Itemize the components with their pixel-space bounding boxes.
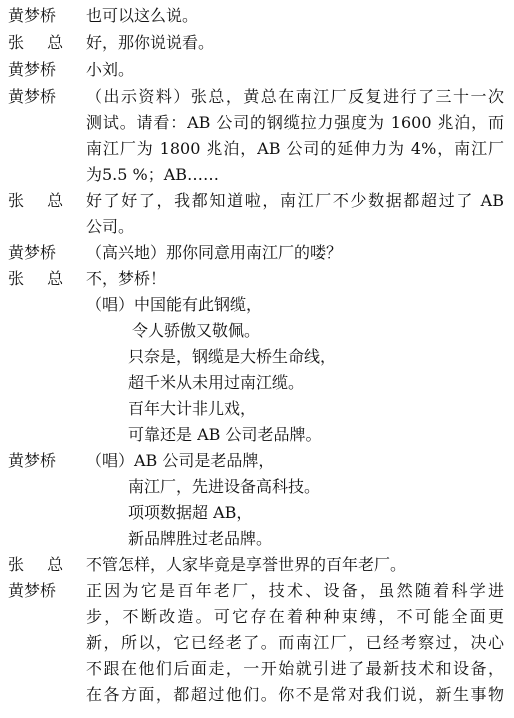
- dialogue-line: 公司。: [86, 217, 135, 236]
- dialogue-line: 为5.5 %；AB……: [86, 165, 220, 184]
- dialogue-line: 小刘。: [86, 60, 135, 79]
- dialogue-line: （高兴地）那你同意用南江厂的喽？: [86, 243, 343, 262]
- speaker-name: 黄梦桥: [8, 6, 57, 25]
- dialogue-line: （唱）AB 公司是老品牌，: [86, 451, 275, 470]
- speaker-name: 张 总: [8, 555, 73, 574]
- dialogue-line: 南江厂，先进设备高科技。: [128, 477, 321, 496]
- dialogue-line: 南江厂为 1800 兆泊，AB 公司的延伸力为 4%，南江厂: [86, 139, 504, 158]
- dialogue-line: 新品牌胜过老品牌。: [128, 529, 273, 548]
- speaker-name: 黄梦桥: [8, 451, 57, 470]
- dialogue-line: 不管怎样，人家毕竟是享誉世界的百年老厂。: [86, 555, 407, 574]
- speaker-name: 黄梦桥: [8, 243, 57, 262]
- dialogue-line: 好了好了，我都知道啦，南江厂不少数据都超过了 AB: [86, 191, 504, 210]
- dialogue-line: （出示资料）张总，黄总在南江厂反复进行了三十一次: [86, 87, 504, 106]
- dialogue-line: 测试。请看：AB 公司的钢缆拉力强度为 1600 兆泊，而: [86, 113, 504, 132]
- speaker-name: 张 总: [8, 269, 73, 288]
- dialogue-line: 步，不断改造。可它存在着种种束缚，不可能全面更: [86, 607, 504, 626]
- speaker-name: 张 总: [8, 33, 73, 52]
- speaker-name: 黄梦桥: [8, 87, 57, 106]
- dialogue-line: 好，那你说说看。: [86, 33, 215, 52]
- dialogue-line: 不跟在他们后面走，一开始就引进了最新技术和设备，: [86, 659, 504, 678]
- dialogue-line: 在各方面，都超过他们。你不是常对我们说，新生事物: [86, 685, 504, 704]
- dialogue-line: 令人骄傲又敬佩。: [132, 321, 261, 340]
- dialogue-line: 正因为它是百年老厂，技术、设备，虽然随着科学进: [86, 581, 504, 600]
- dialogue-line: 百年大计非儿戏，: [128, 399, 257, 418]
- dialogue-line: 新，所以，它已经老了。而南江厂，已经考察过，决心: [86, 633, 504, 652]
- dialogue-line: 超千米从未用过南江缆。: [128, 373, 305, 392]
- dialogue-line: 只奈是，钢缆是大桥生命线，: [128, 347, 337, 366]
- speaker-name: 黄梦桥: [8, 60, 57, 79]
- dialogue-line: （唱）中国能有此钢缆，: [86, 295, 263, 314]
- dialogue-line: 可靠还是 AB 公司老品牌。: [128, 425, 322, 444]
- speaker-name: 张 总: [8, 191, 73, 210]
- speaker-name: 黄梦桥: [8, 581, 57, 600]
- dialogue-line: 也可以这么说。: [86, 6, 199, 25]
- dialogue-line: 不，梦桥！: [86, 269, 167, 288]
- dialogue-line: 项项数据超 AB，: [128, 503, 253, 522]
